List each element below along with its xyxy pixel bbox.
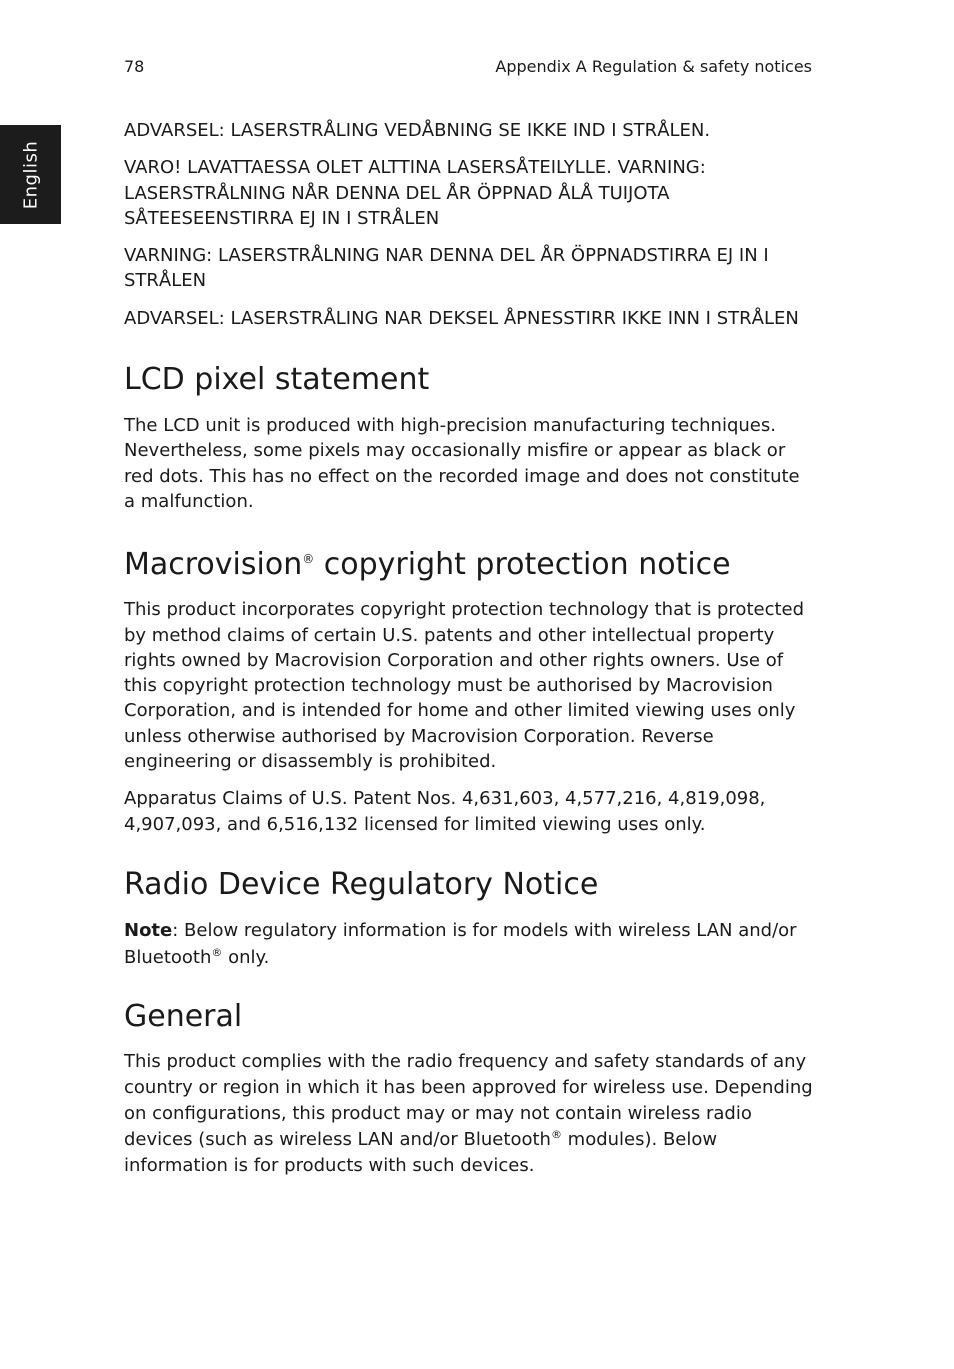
radio-heading: Radio Device Regulatory Notice	[124, 866, 599, 902]
patent-paragraph: Apparatus Claims of U.S. Patent Nos. 4,631,603, 4,577,216, 4,819,098, 4,907,093, and 6,516,132 licensed for limited viewing uses only.	[124, 788, 766, 835]
note-end: only.	[222, 946, 270, 968]
registered-mark: ®	[302, 552, 315, 567]
macrovision-paragraph: This product incorporates copyright protection technology that is protected by method claims of certain U.S. patents and other intellectual property rights owned by Macrovision Corporation and other rights owners. Use of this copyright protection technology must be authorised by Macrovision Corporation, and is intended for home and other limited viewing uses only unless otherwise authorised by Macrovision Corporation. Reverse engineering or disassembly is prohibited.	[124, 599, 805, 773]
macrovision-heading-rest: copyright protection notice	[314, 547, 731, 583]
lcd-paragraph: The LCD unit is produced with high-precision manufacturing techniques. Nevertheless, some pixels may occasionally misfire or appear as black or red dots. This has no effect on the recorded image and does not constitute a malfunction.	[124, 415, 800, 512]
macrovision-heading-name: Macrovision	[124, 547, 303, 583]
lcd-heading: LCD pixel statement	[124, 362, 430, 398]
macrovision-heading	[124, 547, 814, 583]
general-text: This product complies with the radio frequency and safety standards of any country or region in which it has been approved for wireless use. Depending on configurations, this product may or may not contain wireless radio devices (such as wireless LAN and/or Bluetooth	[124, 1050, 813, 1150]
note-label: Note	[124, 919, 173, 941]
running-header: Appendix A Regulation & safety notices	[495, 57, 812, 76]
warning-danish: ADVARSEL: LASERSTRÅLING VEDÅBNING SE IKKE IND I STRÅLEN.	[124, 120, 711, 141]
page-number: 78	[124, 57, 145, 76]
registered-mark: ®	[211, 945, 223, 959]
radio-note	[124, 917, 814, 971]
general-text-end: modules). Below information is for products with such devices.	[124, 1128, 718, 1176]
language-tab	[0, 125, 61, 224]
general-heading: General	[124, 998, 243, 1034]
note-text: : Below regulatory information is for models with wireless LAN and/or Bluetooth	[124, 919, 797, 968]
warning-finnish-swedish: VARO! LAVATTAESSA OLET ALTTINA LASERSÅTEILYLLE. VARNING: LASERSTRÅLNING NÅR DENNA DEL ÅR ÖPPNAD ÅLÅ TUIJOTA SÅTEESEENSTIRRA EJ IN I STRÅLEN	[124, 157, 706, 229]
language-tab-label: English	[20, 140, 41, 209]
registered-mark: ®	[550, 1127, 562, 1141]
general-paragraph	[124, 1049, 814, 1179]
warning-swedish: VARNING: LASERSTRÅLNING NAR DENNA DEL ÅR ÖPPNADSTIRRA EJ IN I STRÅLEN	[124, 245, 769, 292]
page-content	[124, 118, 814, 1179]
warning-norwegian: ADVARSEL: LASERSTRÅLING NAR DEKSEL ÅPNESSTIRR IKKE INN I STRÅLEN	[124, 307, 799, 329]
